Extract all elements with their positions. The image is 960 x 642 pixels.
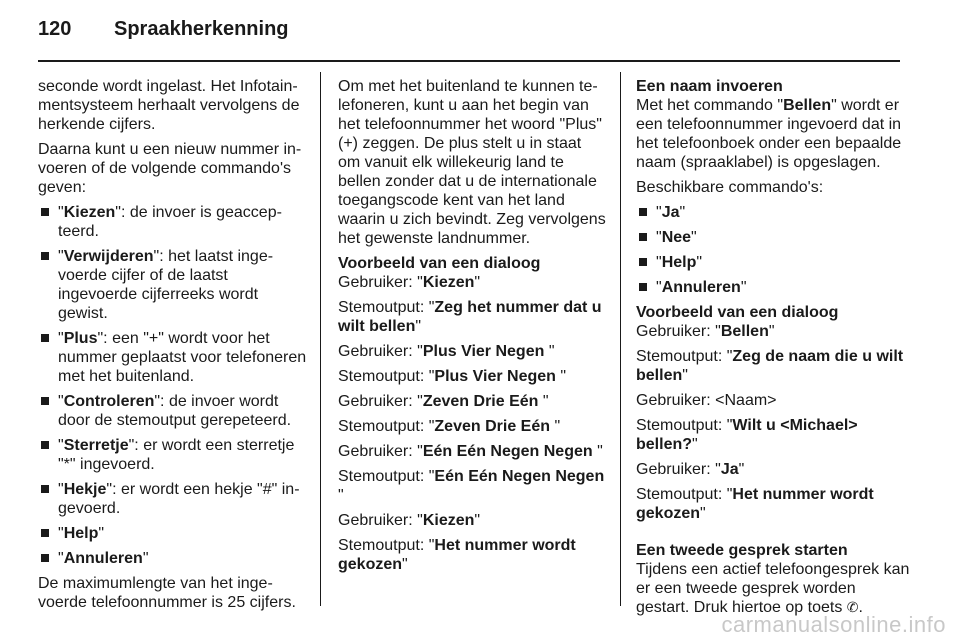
list-item: "Help" <box>636 253 910 272</box>
utterance: Bellen <box>720 323 769 340</box>
page-number: 120 <box>38 18 72 40</box>
page-header <box>38 18 289 48</box>
column-2 <box>338 77 606 580</box>
paragraph: Daarna kunt u een nieuw nummer invoeren of de volgende commando's geven: <box>38 141 302 196</box>
command-desc: : een "+" wordt voor het nummer geplaatst voor telefoneren met het buitenland. <box>58 330 307 385</box>
utterance: Eén Eén Negen Negen <box>434 468 605 485</box>
speaker: Stemoutput: <box>338 468 429 485</box>
paragraph: Beschikbare commando's: <box>636 179 824 196</box>
list-item: "Help" <box>38 524 310 543</box>
command-name: Plus <box>63 330 98 347</box>
dialog-line: Gebruiker: "Eén Eén Negen Negen " <box>338 443 603 460</box>
utterance: Het nummer wordt gekozen <box>636 486 874 522</box>
paragraph: Om met het buitenland te kunnen telefoneren, kunt u aan het begin van het telefoonnummer het woord "Plus" (+) zeggen. De plus stelt u in staat om vanuit elk willekeurig land te bellen zonder dat u de internationale toegangscode kent van het land waarin u zich bevindt. Zeg vervolgens het gewenste landnummer. <box>338 78 606 247</box>
list-item: "Annuleren" <box>38 549 310 568</box>
dialog-line: Stemoutput: "Het nummer wordt gekozen" <box>636 486 874 522</box>
dialog-line: Stemoutput: "Zeven Drie Eén " <box>338 418 561 435</box>
utterance: Zeven Drie Eén <box>434 418 555 435</box>
command-name: Bellen <box>783 97 832 114</box>
column-divider <box>320 72 321 606</box>
text-run: . <box>858 599 863 616</box>
command-desc: : de invoer wordt door de stemoutput gerepeteerd. <box>58 393 292 429</box>
speaker: Gebruiker: <box>636 323 716 340</box>
dialog-line: Gebruiker: "Zeven Drie Eén " <box>338 393 549 410</box>
list-item: "Kiezen": de invoer is geaccepteerd. <box>38 203 310 241</box>
speaker: Gebruiker: <box>338 512 418 529</box>
command-list <box>38 203 310 568</box>
speaker: Stemoutput: <box>338 299 429 316</box>
list-item: "Verwijderen": het laatst ingevoerde cijfer of de laatst ingevoerde cijferreeks wordt gewist. <box>38 247 310 323</box>
speaker: Gebruiker: <box>636 392 716 409</box>
dialog-line: Stemoutput: "Het nummer wordt gekozen" <box>338 537 576 573</box>
list-item: "Ja" <box>636 203 910 222</box>
utterance: Plus Vier Negen <box>422 343 549 360</box>
utterance: Eén Eén Negen Negen <box>422 443 598 460</box>
column-3 <box>636 77 910 623</box>
utterance: <Naam> <box>715 392 777 409</box>
speaker: Gebruiker: <box>338 343 418 360</box>
text-run: Met het commando " <box>636 97 784 114</box>
dialog-line: Gebruiker: "Ja" <box>636 461 745 478</box>
speaker: Stemoutput: <box>636 348 727 365</box>
utterance: Plus Vier Negen <box>434 368 561 385</box>
command-name: Help <box>63 525 99 542</box>
speaker: Stemoutput: <box>338 368 429 385</box>
utterance: Kiezen <box>422 274 475 291</box>
command-list <box>636 203 910 297</box>
speaker: Gebruiker: <box>636 461 716 478</box>
utterance: Zeg het nummer dat u wilt bellen <box>338 299 602 335</box>
page-title: Spraakherkenning <box>114 18 289 40</box>
command-name: Ja <box>661 204 680 221</box>
column-divider <box>620 72 621 606</box>
speaker: Stemoutput: <box>338 537 429 554</box>
utterance: Kiezen <box>422 512 475 529</box>
section-heading: Voorbeeld van een dialoog <box>636 304 839 321</box>
utterance: Zeven Drie Eén <box>422 393 543 410</box>
list-item: "Nee" <box>636 228 910 247</box>
dialog-line: Stemoutput: "Eén Eén Negen Negen " <box>338 468 605 504</box>
utterance: Het nummer wordt gekozen <box>338 537 576 573</box>
list-item: "Hekje": er wordt een hekje "#" ingevoerd. <box>38 480 310 518</box>
column-1 <box>38 77 310 618</box>
command-name: Hekje <box>63 481 107 498</box>
list-item: "Controleren": de invoer wordt door de stemoutput gerepeteerd. <box>38 392 310 430</box>
command-name: Kiezen <box>63 204 116 221</box>
text-run: Tijdens een actief telefoongesprek kan er een tweede gesprek worden gestart. Druk hiertoe op toets <box>636 561 910 616</box>
section-heading: Een tweede gesprek starten <box>636 542 848 559</box>
list-item: "Sterretje": er wordt een sterretje "*" ingevoerd. <box>38 436 310 474</box>
section-heading: Een naam invoeren <box>636 78 783 95</box>
command-desc: : er wordt een hekje "#" ingevoerd. <box>58 481 300 517</box>
phone-icon: ✆ <box>846 599 859 615</box>
dialog-line: Stemoutput: "Zeg de naam die u wilt bellen" <box>636 348 904 384</box>
utterance: Wilt u <Michael> bellen? <box>636 417 858 453</box>
command-name: Sterretje <box>63 437 129 454</box>
watermark: carmanualsonline.info <box>721 612 946 637</box>
dialog-line: Stemoutput: "Plus Vier Negen " <box>338 368 567 385</box>
text-run: " wordt er een telefoonnummer ingevoerd dat in het telefoonboek onder een bepaalde naam (spraaklabel) is opgeslagen. <box>636 97 902 171</box>
command-name: Verwijderen <box>63 248 154 265</box>
paragraph: seconde wordt ingelast. Het Infotainmentsysteem herhaalt vervolgens de herkende cijfers. <box>38 78 300 133</box>
section-heading: Voorbeeld van een dialoog <box>338 255 541 272</box>
dialog-line: Gebruiker: "Kiezen" <box>338 274 481 291</box>
command-name: Controleren <box>63 393 155 410</box>
utterance: Ja <box>720 461 739 478</box>
speaker: Gebruiker: <box>338 274 418 291</box>
paragraph: De maximumlengte van het ingevoerde telefoonnummer is 25 cijfers. <box>38 575 296 611</box>
list-item: "Annuleren" <box>636 278 910 297</box>
command-name: Nee <box>661 229 692 246</box>
speaker: Stemoutput: <box>338 418 429 435</box>
command-desc: : er wordt een sterretje "*" ingevoerd. <box>58 437 295 473</box>
speaker: Gebruiker: <box>338 393 418 410</box>
command-desc: : de invoer is geaccepteerd. <box>58 204 282 240</box>
dialog-line: Stemoutput: "Wilt u <Michael> bellen?" <box>636 417 858 453</box>
dialog-line: Stemoutput: "Zeg het nummer dat u wilt bellen" <box>338 299 602 335</box>
dialog-line <box>636 391 910 410</box>
dialog-line: Gebruiker: "Bellen" <box>636 323 775 340</box>
dialog-line: Gebruiker: "Kiezen" <box>338 512 481 529</box>
command-name: Help <box>661 254 697 271</box>
paragraph <box>636 560 910 617</box>
speaker: Stemoutput: <box>636 486 727 503</box>
command-name: Annuleren <box>661 279 741 296</box>
dialog-line: Gebruiker: "Plus Vier Negen " <box>338 343 555 360</box>
list-item: "Plus": een "+" wordt voor het nummer geplaatst voor telefoneren met het buitenland. <box>38 329 310 386</box>
command-name: Annuleren <box>63 550 143 567</box>
header-rule <box>38 60 900 62</box>
paragraph <box>636 96 910 172</box>
utterance: Zeg de naam die u wilt bellen <box>636 348 904 384</box>
speaker: Stemoutput: <box>636 417 727 434</box>
command-desc: : het laatst ingevoerde cijfer of de laatst ingevoerde cijferreeks wordt gewist. <box>58 248 274 322</box>
speaker: Gebruiker: <box>338 443 418 460</box>
